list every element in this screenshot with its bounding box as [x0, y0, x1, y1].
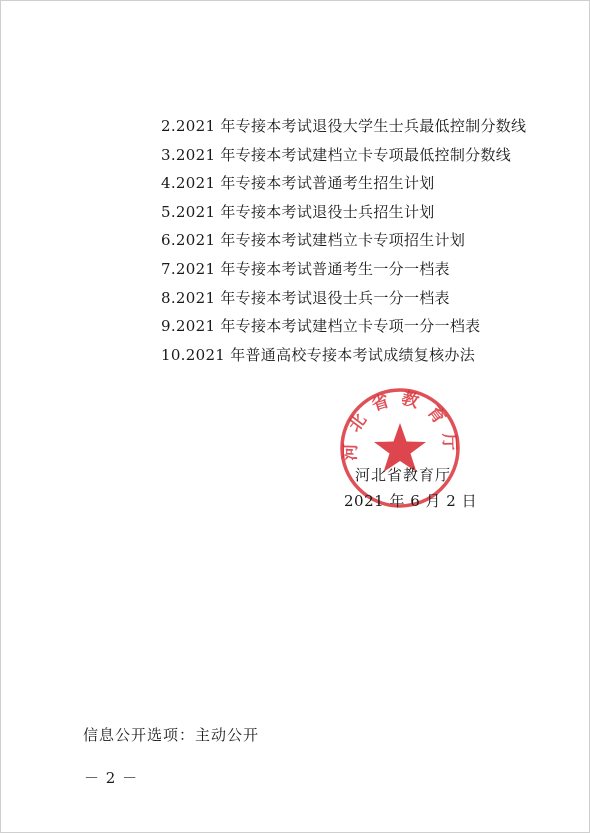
attachment-item: 2.2021 年专接本考试退役大学生士兵最低控制分数线 — [161, 117, 527, 135]
attachment-item: 6.2021 年专接本考试建档立卡专项招生计划 — [161, 231, 466, 250]
attachment-item: 8.2021 年专接本考试退役士兵一分一档表 — [161, 288, 450, 307]
attachment-item: 4.2021 年专接本考试普通考生招生计划 — [161, 174, 435, 193]
attachment-item: 10.2021 年普通高校专接本考试成绩复核办法 — [161, 345, 475, 364]
page-number: － 2 － — [84, 769, 139, 787]
issuer-name: 河北省教育厅 — [355, 466, 452, 484]
attachment-item: 7.2021 年专接本考试普通考生一分一档表 — [161, 259, 450, 278]
attachment-list — [161, 112, 526, 369]
disclosure-option: 信息公开选项：主动公开 — [83, 726, 260, 744]
attachment-item: 3.2021 年专接本考试建档立卡专项最低控制分数线 — [161, 145, 512, 164]
issue-date: 2021 年 6 月 2 日 — [344, 492, 478, 510]
attachment-item: 5.2021 年专接本考试退役士兵招生计划 — [161, 202, 435, 221]
seal-text: 河北省教育厅 — [340, 388, 460, 461]
attachment-item: 9.2021 年专接本考试建档立卡专项一分一档表 — [161, 317, 481, 336]
